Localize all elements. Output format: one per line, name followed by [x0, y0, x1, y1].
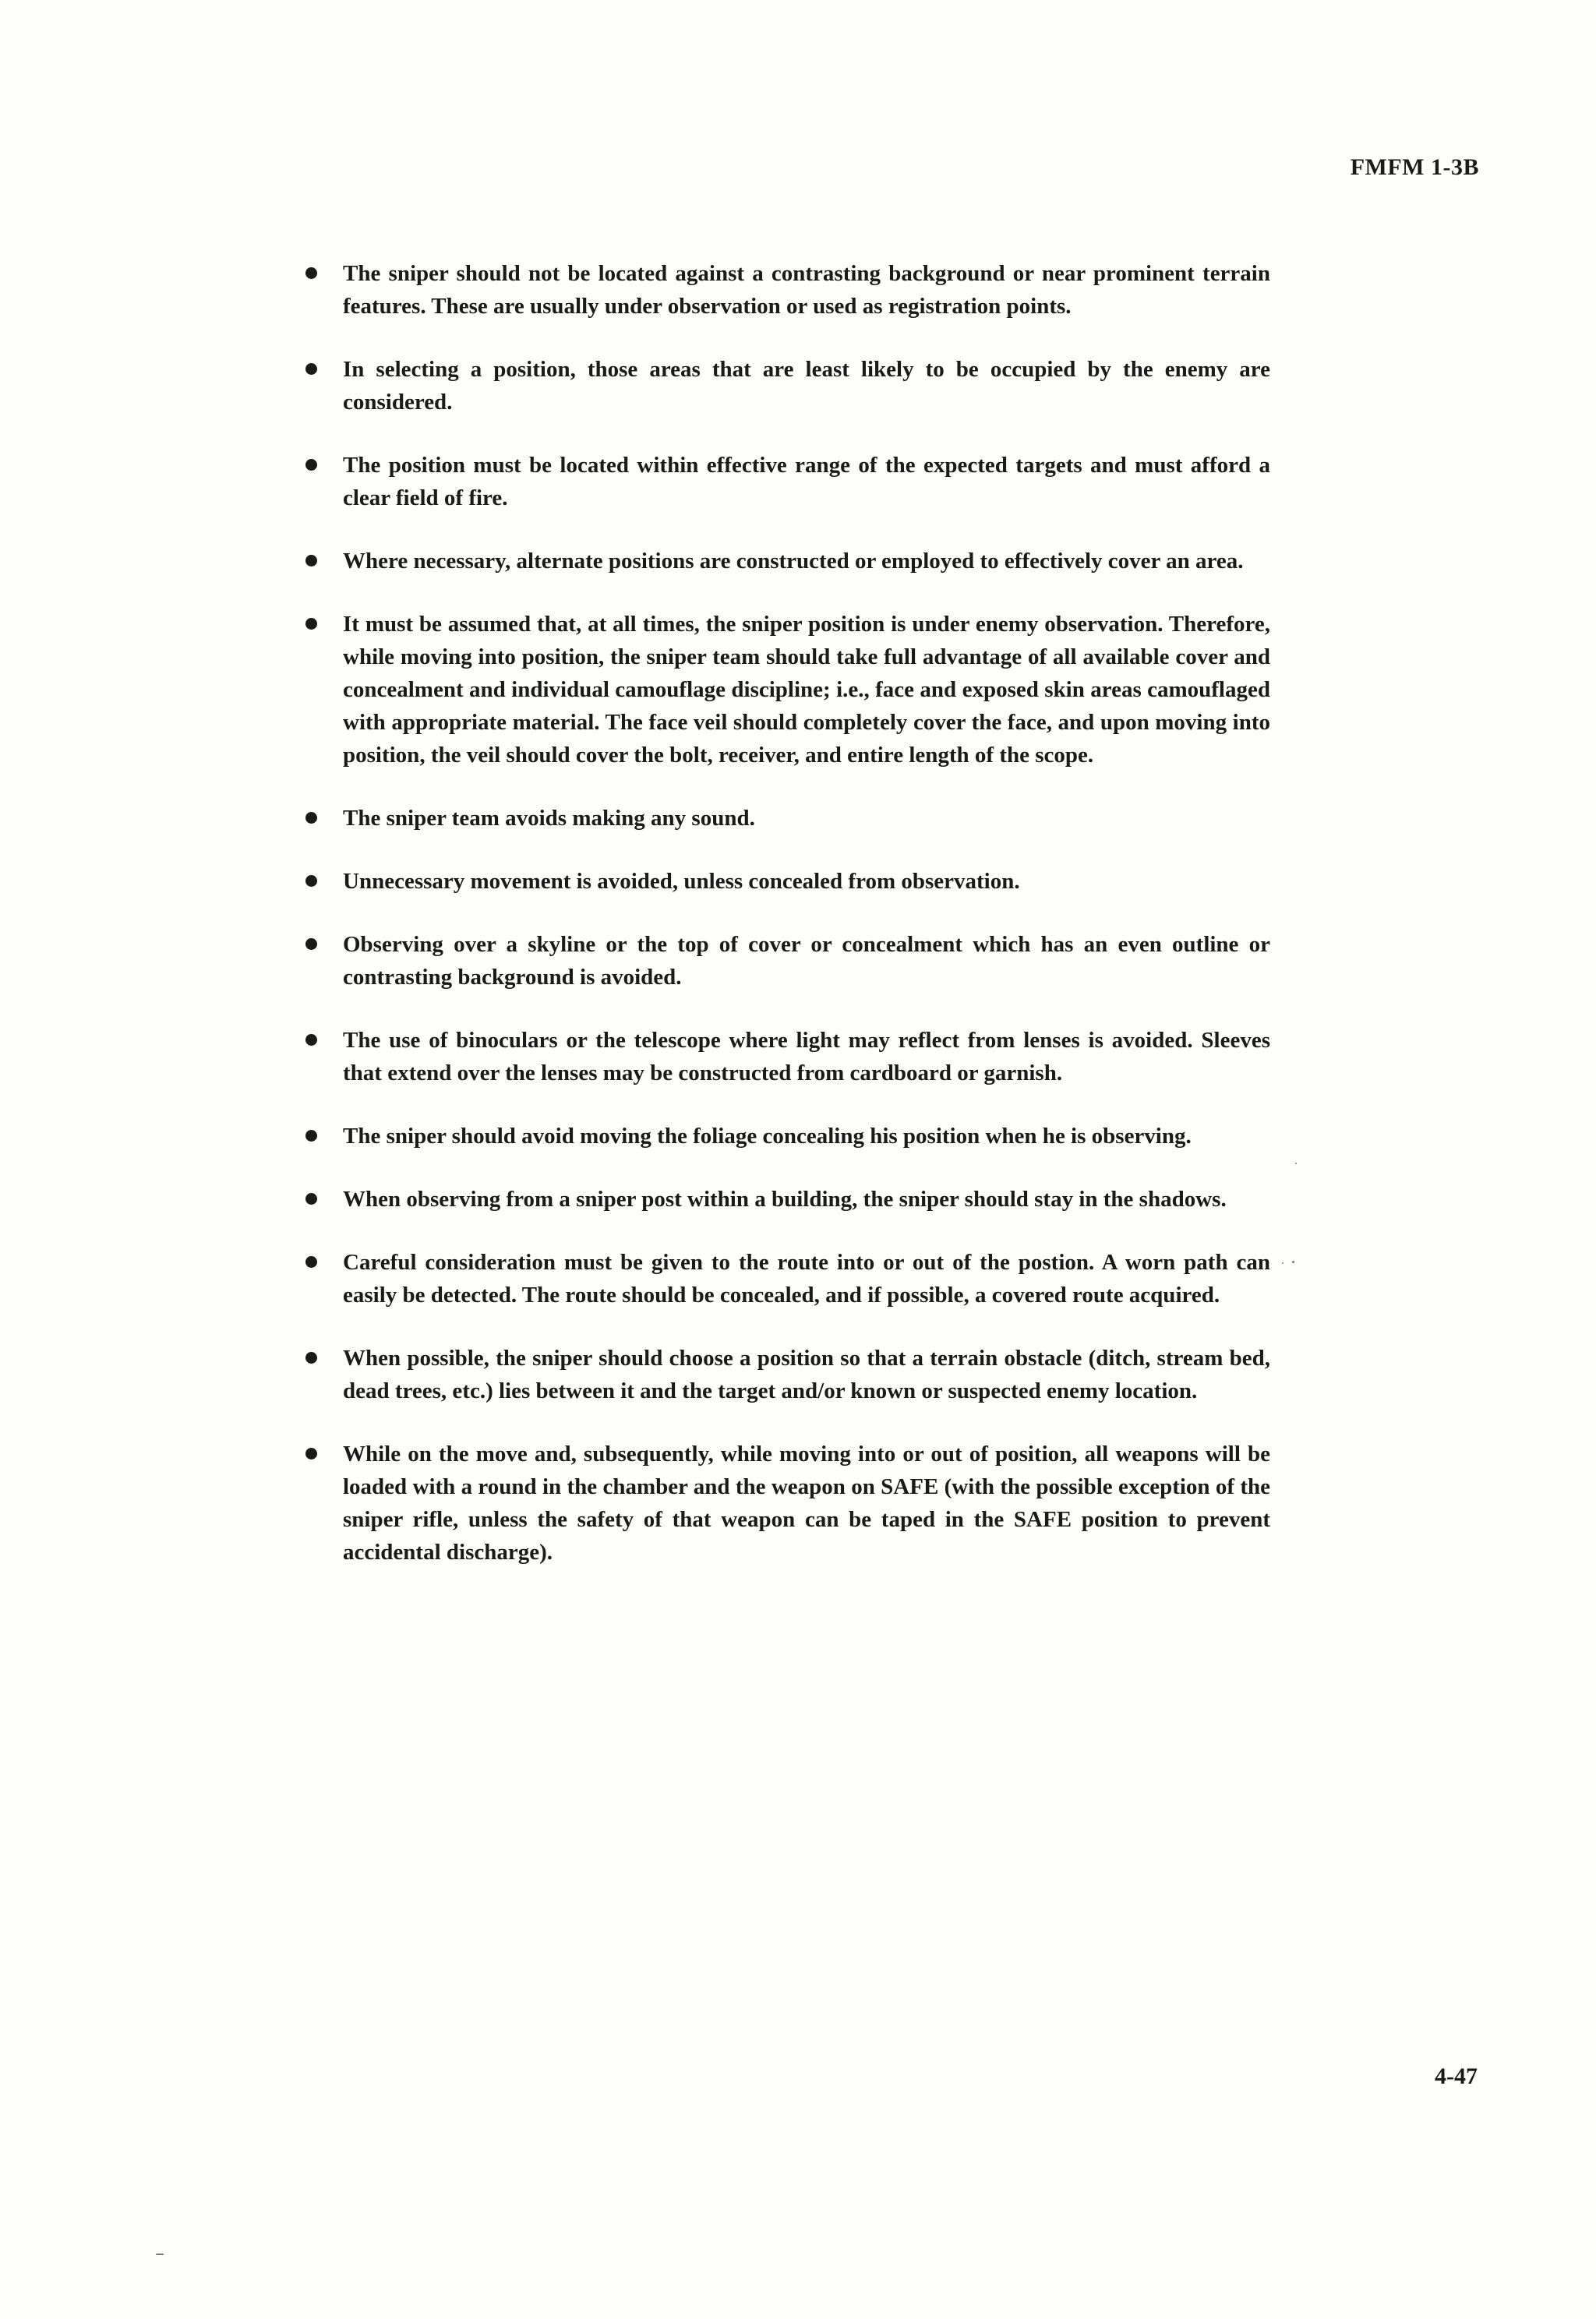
bullet-item [343, 865, 1270, 898]
bullet-text: Where necessary, alternate positions are constructed or employed to effectively cover an area. [343, 549, 1244, 574]
bullet-dot-icon [305, 1352, 317, 1364]
bullet-text: The sniper should not be located against a contrasting background or near prominent terrain features. These are usually under observation or used as registration points. [343, 261, 1270, 319]
bullet-item [343, 928, 1270, 994]
scan-speck [1292, 1261, 1294, 1263]
bullet-item [343, 257, 1270, 323]
page-number: 4-47 [1435, 2063, 1478, 2089]
bullet-text: In selecting a position, those areas that are least likely to be occupied by the enemy are considered. [343, 357, 1270, 415]
bullet-item [343, 1246, 1270, 1311]
bullet-dot-icon [305, 1034, 317, 1046]
bullet-item [343, 449, 1270, 514]
document-header-id: FMFM 1-3B [1350, 154, 1479, 180]
bullet-text: It must be assumed that, at all times, the sniper position is under enemy observation. Therefore, while moving into position, the sniper team should take full advantage of all available cover and concealment and individual camouflage discipline; i.e., face and exposed skin areas camouflaged with appropriate material. The face veil should completely cover the face, and upon moving into position, the veil should cover the bolt, receiver, and entire length of the scope. [343, 612, 1270, 768]
bullet-text: The position must be located within effective range of the expected targets and must afford a clear field of fire. [343, 453, 1270, 510]
bullet-dot-icon [305, 1193, 317, 1205]
scan-speck [156, 2254, 164, 2255]
bullet-text: The sniper team avoids making any sound. [343, 806, 755, 831]
bullet-dot-icon [305, 267, 317, 279]
bullet-item [343, 1438, 1270, 1569]
bullet-dot-icon [305, 812, 317, 824]
bullet-dot-icon [305, 459, 317, 471]
scan-speck [1282, 1262, 1284, 1264]
bullet-dot-icon [305, 1448, 317, 1460]
bullet-text: The use of binoculars or the telescope where light may reflect from lenses is avoided. Sleeves that extend over the lenses may be constructed from cardboard or garnish. [343, 1028, 1270, 1085]
bullet-list [343, 257, 1270, 1599]
bullet-dot-icon [305, 618, 317, 630]
bullet-dot-icon [305, 1256, 317, 1268]
bullet-item [343, 1342, 1270, 1407]
bullet-text: When possible, the sniper should choose a position so that a terrain obstacle (ditch, stream bed, dead trees, etc.) lies between it and the target and/or known or suspected enemy location. [343, 1346, 1270, 1403]
bullet-text: Careful consideration must be given to the route into or out of the postion. A worn path can easily be detected. The route should be concealed, and if possible, a covered route acquired. [343, 1250, 1270, 1308]
bullet-text: While on the move and, subsequently, while moving into or out of position, all weapons will be loaded with a round in the chamber and the weapon on SAFE (with the possible exception of the sniper rifle, unless the safety of that weapon can be taped in the SAFE position to prevent accidental discharge). [343, 1442, 1270, 1565]
bullet-item [343, 802, 1270, 835]
bullet-item [343, 1120, 1270, 1152]
bullet-dot-icon [305, 875, 317, 887]
bullet-item [343, 545, 1270, 577]
bullet-item [343, 1024, 1270, 1089]
bullet-item [343, 608, 1270, 771]
bullet-text: When observing from a sniper post within a building, the sniper should stay in the shadows. [343, 1187, 1227, 1212]
bullet-item [343, 1183, 1270, 1216]
bullet-dot-icon [305, 363, 317, 375]
bullet-dot-icon [305, 1130, 317, 1142]
bullet-text: Unnecessary movement is avoided, unless concealed from observation. [343, 869, 1020, 894]
bullet-dot-icon [305, 555, 317, 567]
bullet-dot-icon [305, 938, 317, 950]
scan-speck [1295, 1163, 1297, 1164]
bullet-text: Observing over a skyline or the top of cover or concealment which has an even outline or contrasting background is avoided. [343, 932, 1270, 990]
bullet-item [343, 353, 1270, 418]
bullet-text: The sniper should avoid moving the foliage concealing his position when he is observing. [343, 1124, 1192, 1149]
